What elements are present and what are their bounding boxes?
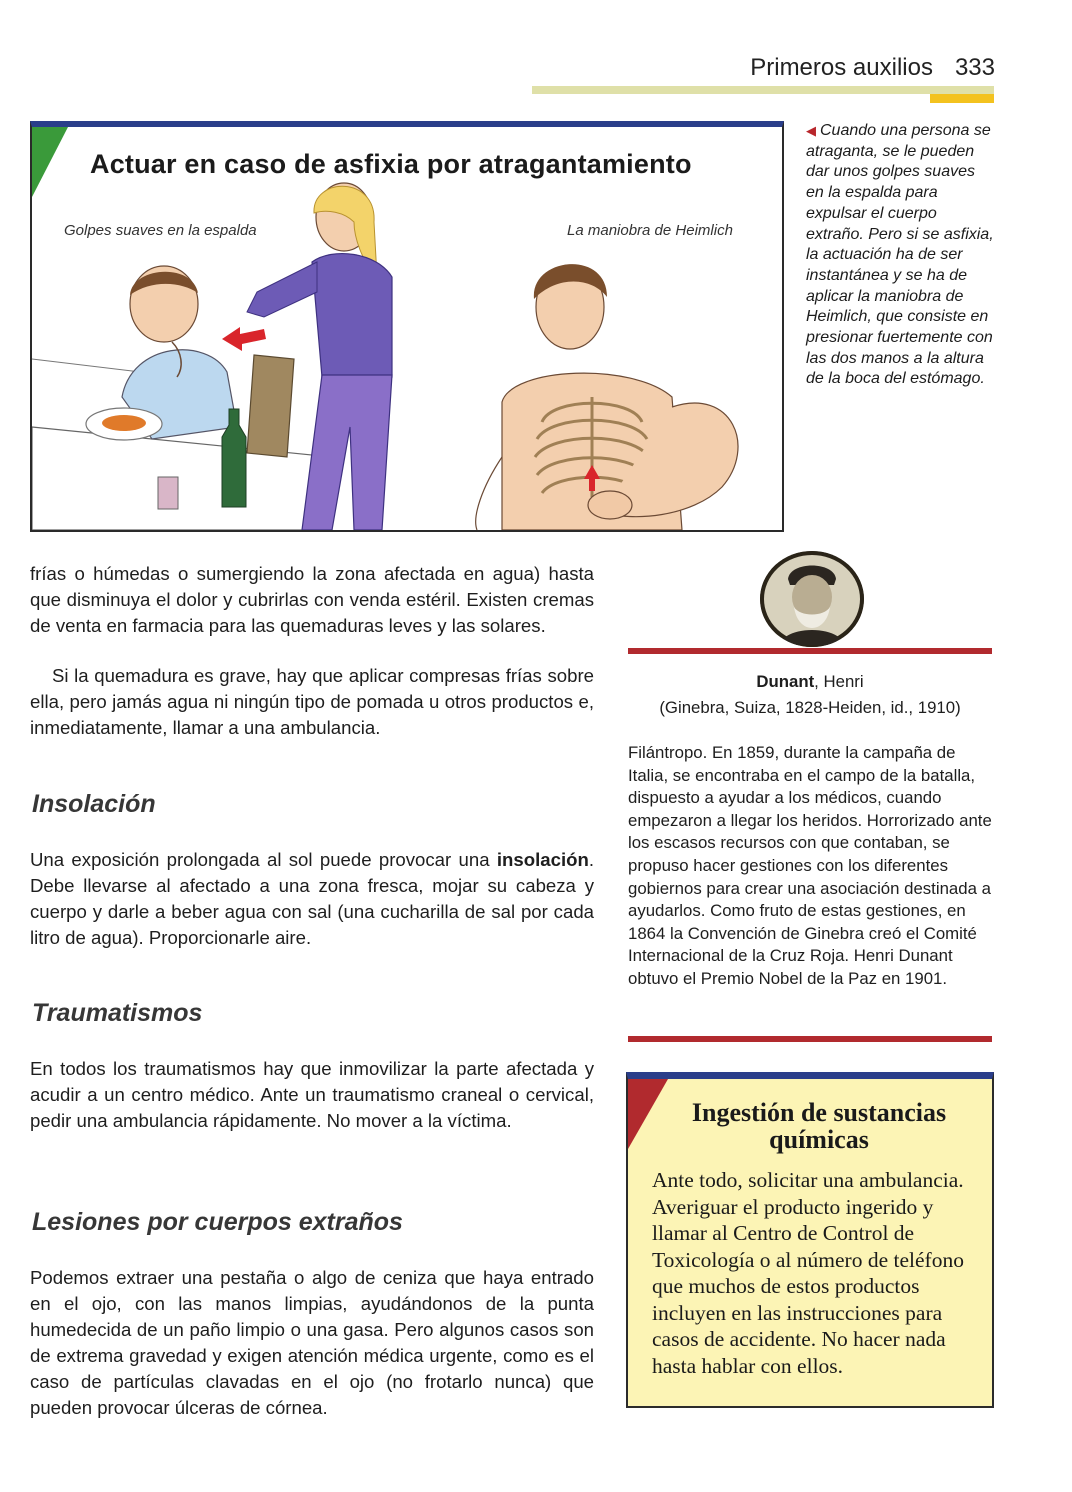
figure-label-back-blows: Golpes suaves en la espalda (64, 222, 257, 239)
section-title: Primeros auxilios (750, 54, 933, 81)
girl-top (312, 254, 392, 377)
girl-arm (247, 262, 317, 317)
glass (158, 477, 178, 509)
bio-name (628, 672, 992, 692)
bio-text: Filántropo. En 1859, durante la campaña de Italia, se encontraba en el campo de la batalla, dispuesto a ayudar a los médicos, cuando empezaron a llegar los heridos. Horrorizado ante los escasos recursos con que contaban, se propuso hacer gestiones con los diferentes gobiernos para crear una asociación destinada a ayudarlos. Como fruto de estas gestiones, en 1864 la Convención de Ginebra creó el Comité Internacional de la Cruz Roja. Henri Dunant obtuvo el Premio Nobel de la Paz en 1901. (628, 743, 992, 988)
paragraph-insolacion (30, 847, 594, 951)
helper-arm-left (476, 457, 502, 530)
chemicals-box (626, 1072, 994, 1408)
side-caption-text: Cuando una persona se atraganta, se le pueden dar unos golpes suaves en la espalda para expulsar el cuerpo extraño. Pero si se asfixia, la actuación ha de ser instantánea y se ha de aplicar la maniobra de Heimlich, que consiste en presionar fuertemente con las dos manos a la altura de la boca del estómago. (806, 122, 994, 388)
paragraph-burns-2: Si la quemadura es grave, hay que aplicar compresas frías sobre ella, pero jamás agua ni ningún tipo de pomada u otros productos e, inmediatamente, llamar a una ambulancia. (30, 665, 594, 738)
paragraph-traumatismos: En todos los traumatismos hay que inmovilizar la parte afectada y acudir a un centro médico. Ante un traumatismo craneal o cervical, pedir una ambulancia rápidamente. No mover a la víctima. (30, 1058, 594, 1131)
header-accent (930, 94, 994, 103)
caption-pointer-icon: ◀ (806, 123, 816, 138)
figure-label-heimlich: La maniobra de Heimlich (567, 222, 733, 239)
chemicals-box-title: Ingestión de sustancias químicas (691, 1098, 947, 1154)
figure-side-caption (806, 121, 996, 390)
running-head (690, 54, 995, 82)
insolacion-text-start: Una exposición prolongada al sol puede provocar una (30, 849, 497, 870)
bio-given-name: , Henri (814, 672, 864, 691)
heading-lesiones: Lesiones por cuerpos extraños (32, 1208, 403, 1236)
first-aid-illustration (32, 127, 782, 530)
heading-traumatismos: Traumatismos (32, 999, 203, 1027)
paragraph-burns-1: frías o húmedas o sumergiendo la zona afectada en agua) hasta que disminuya el dolor y cubrirlas con venda estéril. Existen cremas de venta en farmacia para las quemaduras leves y las solares. (30, 563, 594, 636)
girl-trousers (302, 375, 392, 530)
figure-box (30, 121, 784, 532)
heading-insolacion: Insolación (32, 790, 156, 818)
insolacion-term: insolación (496, 849, 589, 870)
chemicals-box-text: Ante todo, solicitar una ambulancia. Averiguar el producto ingerido y llamar al Centro de Control de Toxicología o al número de teléfono que muchos de estos productos incluyen en las instrucciones para casos de accidente. No hacer nada hasta hablar con ellos. (652, 1168, 964, 1378)
header-rule (532, 86, 994, 94)
figure-title: Actuar en caso de asfixia por atragantamiento (90, 149, 692, 179)
chair (247, 355, 294, 457)
dunant-portrait (760, 551, 864, 647)
paragraph-lesiones: Podemos extraer una pestaña o algo de ceniza que haya entrado en el ojo, con las manos limpias, ayudándonos de la punta humedecida de un paño limpio o una gasa. Pero algunos casos son de extrema gravedad y exigen atención médica urgente, como es el caso de partículas clavadas en el ojo (no frotarlo nunca) que pueden provocar úlceras de córnea. (30, 1267, 594, 1418)
insolacion-text-end: . Debe llevarse al afectado a una zona fresca, mojar su cabeza y cuerpo y darle a beber agua con sal (una cucharilla de sal por cada litro de agua). Proporcionarle aire. (30, 849, 594, 948)
bio-surname: Dunant (756, 672, 815, 691)
bio-rule-top (628, 648, 992, 654)
green-corner (32, 127, 68, 197)
bio-dates: (Ginebra, Suiza, 1828-Heiden, id., 1910) (659, 698, 961, 717)
bio-rule-bottom (628, 1036, 992, 1042)
clasped-hands (588, 491, 632, 519)
page-number: 333 (954, 54, 995, 81)
red-arrow-left (222, 327, 266, 351)
